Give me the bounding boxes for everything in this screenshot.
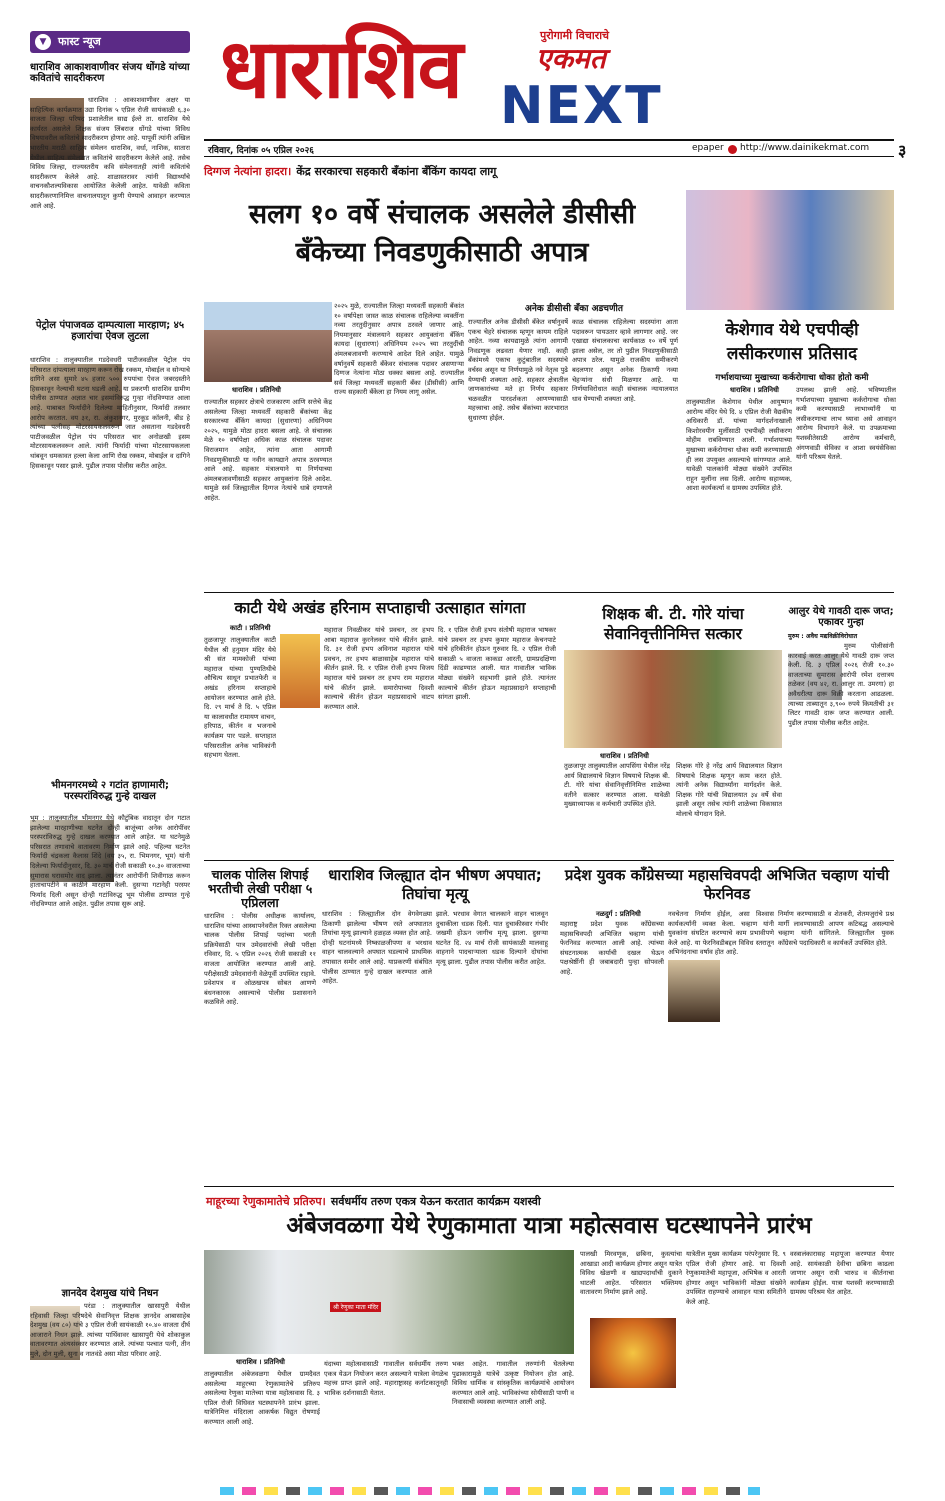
article-body: दि. १ एप्रिल रोजी हभप संतोषी महाराज भाषकर यांचे प्रवचन तर हभप कुमार महाराज केचनपाटे यांचे हरिकीर्तन होऊन गुरुवार दि. २ एप्रिल रोजी सकाळी ५ वाजता काकडा आरती, ग्रामप्रदक्षिणा दिंडी काढण्यात आली. यात गावातील भाविक मोठ्या संख्येने सहभागी झाले होते. त्यानंतर काल्याचे कीर्तन होऊन महाप्रसादाने सप्ताहाची सांगता झाली. bbox=[438, 626, 556, 702]
chevron-down-icon: ▼ bbox=[35, 34, 51, 50]
byline: नळदुर्ग : प्रतिनिधी bbox=[596, 910, 641, 918]
photo-story-subhead: गर्भाशयाच्या मुखाच्या कर्करोगाचा धोका होतो कमी bbox=[715, 373, 869, 383]
article-body: तालुक्यातील अंबेजवळगा येथील ग्रामदैवत असलेल्या माहूरच्या रेणुकामातेचे प्रतिरुप असलेल्या रेणुका मातेच्या यात्रा महोत्सवास दि. ३ एप्रिल रोजी विधिवत घटस्थापनेने प्रारंभ झाला. यात्रेनिमित्त मंदिराला आकर्षक विद्युत रोषणाई करण्यात आली आहे. bbox=[204, 1370, 320, 1426]
strip-text: केंद्र सरकारचा सहकारी बँकांना बँकिंग कायदा लागू bbox=[296, 165, 497, 178]
masthead bbox=[200, 0, 945, 140]
brand-next: NEXT bbox=[500, 76, 663, 136]
registration-bar bbox=[220, 1487, 760, 1495]
epaper-label: epaper bbox=[692, 143, 724, 153]
article-body: काळ संचालक राहिलेल्या सदस्यांना आता पदावरून पायउतार व्हावे लागणार आहे. जर एखाद्या संचालकाचा कार्यकाळ १० वर्षे पूर्ण झाला असेल, तर तो पुढील निवडणुकीसाठी अपात्र ठरेल. यामुळे राजकीय समीकरणे बदलणार असून अनेक ठिकाणी नव्या चेहऱ्यांना संधी मिळणार आहे. या निर्णयाविरोधात काही संचालक न्यायालयात धाव घेण्याची शक्यता आहे. bbox=[572, 318, 678, 403]
vaccination-photo bbox=[686, 190, 894, 310]
article-body: शिक्षक गोरे हे नरेंद्र आर्य विद्यालयात विज्ञान विषयाचे शिक्षक म्हणून काम करत होते. त्यांनी अनेक विद्यार्थ्यांना मार्गदर्शन केले. शिक्षक गोरे यांची विद्यालयात ३४ वर्षे सेवा झाली असून तसेच त्यांनी शाळेच्या विकासात मोलाचे योगदान दिले. bbox=[676, 762, 782, 818]
saint-portrait-photo bbox=[280, 634, 320, 708]
article-body: महाराष्ट्र प्रदेश युवक काँग्रेसच्या महासचिवपदी अभिजित चव्हाण यांची फेरनिवड करण्यात आली आहे. त्यांच्या संघटनात्मक कार्याची दखल घेऊन पक्षश्रेष्ठींनी ही जबाबदारी पुन्हा सोपवली आहे. bbox=[560, 920, 664, 976]
article-body: नवचेतना निर्माण होईल, असा विश्वास कार्यकर्त्यांनी व्यक्त केला. चव्हाण यांनी युवकांना संघटित करण्याचे काम प्रभावीपणे केले आहे. या फेरनिवडीबद्दल विविध स्तरातून अभिनंदनाचा वर्षाव होत आहे. bbox=[668, 910, 774, 957]
section-divider bbox=[204, 860, 894, 861]
masthead-rule bbox=[204, 139, 894, 141]
bank-building-photo bbox=[204, 302, 332, 382]
left-column bbox=[0, 0, 198, 1501]
byline: धाराशिव । प्रतिनिधी bbox=[600, 752, 649, 760]
article-body: यात्रेतील मुख्य कार्यक्रम परंपरेनुसार दि. ९ एप्रिल रोजी होणार आहे. या दिवशी रेणुकामातेची महापूजा, अभिषेक व आरती होणार असून भाविकांनी मोठ्या संख्येने उपस्थित राहण्याचे आवाहन यात्रा समितीने केले आहे. bbox=[686, 1250, 786, 1306]
article-body: धाराशिव : पोलीस अधीक्षक कार्यालय, धाराशिव यांच्या आस्थापनेवरील रिक्त असलेल्या चालक पोलीस शिपाई पदांच्या भरती प्रक्रियेसाठी पात्र उमेदवारांची लेखी परीक्षा रविवार, दि. ५ एप्रिल २०२६ रोजी सकाळी ११ वाजता आयोजित करण्यात आली आहे. परीक्षेसाठी उमेदवारांनी वेळेपूर्वी उपस्थित राहावे. प्रवेशपत्र व ओळखपत्र सोबत आणणे बंधनकारक असल्याचे पोलीस प्रशासनाने कळविले आहे. bbox=[204, 912, 316, 1007]
main-headline: सलग १० वर्षे संचालक असलेले डीसीसी बँकेच्या निवडणुकीसाठी अपात्र bbox=[248, 199, 636, 268]
article-body: धाराशिव : आकाशवाणीवर अक्षर या साहित्यिक कार्यक्रमात उद्या दिनांक ५ एप्रिल रोजी सायंकाळी ६.३० वाजता जिल्हा परिषद प्रशालेतील साद्य ईल्ते ता. धाराशिव येथे कार्यरत असलेले शिक्षक संजय लिंबराज धोंगडे यांच्या विविध विषयावरील कवितांचे सादरीकरण होणार आहे. यापूर्वी त्यांनी अखिल भारतीय मराठी साहित्य संमेलन धाराशिव, वर्धा, नाशिक, सातारा येथील साहित्य संमेलनात कवितांचे सादरीकरण केलेले आहे. तसेच विविध जिल्हा, राज्यस्तरीय कवि संमेलनातही त्यांनी कवितांचे सादरीकरण केलेले आहे. शाळास्तरावर त्यांनी विद्यार्थ्यांचे वाचनकौशल्यविकास आयोजित केलेली आहेत. यावेळी कविता सादरीकरणानिमित्त वाचनालयातून कुणी येण्याचे आवाहन करण्यात आले आहे. bbox=[30, 96, 190, 210]
article-body: तालुक्यातील केशेगाव येथील आयुष्मान आरोग्य मंदिर येथे दि. ४ एप्रिल रोजी वैद्यकीय अधिकारी डॉ. यांच्या मार्गदर्शनाखाली किशोरवयीन मुलींसाठी एचपीव्ही लसीकरण मोहीम राबविण्यात आली. गर्भाशयाच्या मुखाच्या कर्करोगाचा धोका कमी करण्यासाठी ही लस उपयुक्त असल्याचे सांगण्यात आले. यावेळी पालकांनी मोठ्या संख्येने उपस्थित राहून मुलींना लस दिली. आरोग्य सहाय्यक, आशा कार्यकर्त्या व ग्रामस्थ उपस्थित होते. bbox=[686, 398, 792, 493]
accident-headline: धाराशिव जिल्ह्यात दोन भीषण अपघात; तिघांचा मृत्यू bbox=[328, 866, 542, 903]
retirement-headline: शिक्षक बी. टी. गोरे यांचा सेवानिवृत्तीनिमित्त सत्कार bbox=[602, 605, 744, 643]
police-headline: चालक पोलिस शिपाई भरतीची लेखी परीक्षा ५ एप्रिलला bbox=[207, 867, 313, 910]
globe-icon bbox=[728, 145, 737, 154]
article-body: परंडा : तालुक्यातील खासापुरी येथील रहिवासी जिल्हा परिषदेचे सेवानिवृत्त शिक्षक ज्ञानदेव आबासाहेब देशमुख (वय ८०) यांचे ३ एप्रिल रोजी सायंकाळी १०.४० वाजता दीर्घ आजाराने निधन झाले. त्यांच्या पार्थिवावर खासापुरी येथे शोकाकुल वातावरणात अंत्यसंस्कार करण्यात आले. त्यांच्या पश्चात पत्नी, तीन मुले, दोन मुली, सुना व नातवंडे असा मोठा परिवार आहे. bbox=[30, 1302, 190, 1358]
kirtan-headline: काटी येथे अखंड हरिनाम सप्ताहाची उत्साहात सांगता bbox=[234, 599, 526, 617]
article-body: मुरुम पोलीसांनी कारवाई करत आलुर येथे गावठी दारू जप्त केली. दि. ३ एप्रिल २०२६ रोजी १०.३० वाजताच्या सुमारास आरोपी रमेश दत्तात्रय तळेकर (वय ४२, रा. आलुर ता. उमरगा) हा अवैधरीत्या दारू विक्री करताना आढळला. त्याच्या ताब्यातून ३,९०० रुपये किमतीची ३१ लिटर गावठी दारू जप्त करण्यात आली. पुढील तपास पोलीस करीत आहेत. bbox=[788, 642, 894, 727]
article-body: २०२५ मुळे, राज्यातील जिल्हा मध्यवर्ती सहकारी बँकांत १० वर्षापेक्षा जास्त काळ संचालक राहिलेल्या व्यक्तींना नव्या तरतुदीनुसार अपात्र ठरवले जाणार आहे. नियमानुसार मंत्रालयाने सहकार आयुक्तांना बँकिंग कायदा (सुधारणा) अधिनियम २०२५ च्या तरतुदींची अंमलबजावणी करण्याचे आदेश दिले आहेत. यामुळे वर्षानुवर्षे सहकारी बँकेवर संचालक पदावर असणाऱ्या दिग्गज नेत्यांना मोठा धक्का बसला आहे. राज्यातील सर्व जिल्हा मध्यवर्ती सहकारी बँका (डीसीसी) आणि राज्य सहकारी बँकेला हा नियम लागू असेल. bbox=[334, 302, 464, 397]
website-link[interactable]: http://www.dainikekmat.com bbox=[740, 143, 870, 153]
article-body: वस्त्रालंकारासह महापूजा करण्यात येणार आहे. सायंकाळी देवीचा छबिना काढला जाणार असून रात्री भारुड व कीर्तनाचा कार्यक्रम होईल. यात्रा यशस्वी करण्यासाठी ग्रामस्थ परिश्रम घेत आहेत. bbox=[790, 1250, 894, 1297]
headline: ज्ञानदेव देशमुख यांचे निधन bbox=[61, 1288, 159, 1299]
temple-photo bbox=[204, 1250, 574, 1354]
section-divider bbox=[204, 592, 894, 593]
felicitation-photo bbox=[564, 650, 782, 748]
paper-logo: एकमत bbox=[536, 42, 606, 75]
section-divider bbox=[204, 1186, 894, 1187]
byline: काटी । प्रतिनिधी bbox=[230, 624, 271, 632]
article-body: निर्माण करण्यासाठी व शेतकरी, शेतमजुरांचे प्रश्न मार्गी लावण्यासाठी आपण कटिबद्ध असल्याचे चव्हाण यांनी सांगितले. जिल्ह्यातील युवक काँग्रेसचे पदाधिकारी व कार्यकर्ते उपस्थित होते. bbox=[778, 910, 894, 947]
headline: पेट्रोल पंपाजवळ दाम्पत्याला मारहाण; ४५ हजारांचा ऐवज लुटला bbox=[35, 320, 185, 343]
brand-main: धाराशिव bbox=[220, 22, 462, 117]
article-body: उपलब्ध झाली आहे. भविष्यातील गर्भाशयाच्या मुखाच्या कर्करोगाचा धोका कमी करण्यासाठी लाभार्थ्यांनी या लसीकरणाचा लाभ घ्यावा असे आवाहन आरोग्य विभागाने केले. या उपक्रमाच्या यशस्वीतेसाठी आरोग्य कर्मचारी, अंगणवाडी सेविका व आशा स्वयंसेविका यांनी परिश्रम घेतले. bbox=[796, 386, 896, 462]
dateline: रविवार, दिनांक ०५ एप्रिल २०२६ bbox=[208, 146, 314, 156]
byline: धाराशिव । प्रतिनिधी bbox=[730, 386, 779, 394]
headline: धाराशिव आकाशवाणीवर संजय धोंगडे यांच्या कवितांचे सादरीकरण bbox=[30, 62, 190, 85]
article-body: धाराशिव : जिल्ह्यातील दोन वेगवेगळ्या ठिकाणी झालेल्या भीषण रस्ते अपघातात तिघांचा मृत्यू झाल्याने हळहळ व्यक्त होत आहे. दोन्ही घटनांमध्ये निष्काळजीपणा व भरधाव वाहन चालवल्याने अपघात घडल्याचे प्राथमिक तपासात समोर आले आहे. याप्रकरणी संबंधित पोलीस ठाण्यात गुन्हे दाखल करण्यात आले आहेत. bbox=[322, 910, 432, 986]
flash-news-label: फास्ट न्यूज bbox=[58, 35, 101, 48]
tagline: पुरोगामी विचाराचे bbox=[540, 29, 610, 42]
kicker-text: सर्वधर्मीय तरुण एकत्र येऊन करतात कार्यक्रम यशस्वी bbox=[330, 1195, 541, 1208]
headline: भीमनगरमध्ये २ गटांत हाणामारी; परस्परांविरुद्ध गुन्हे दाखल bbox=[51, 780, 169, 803]
bottom-kicker bbox=[206, 1190, 896, 1208]
byline: मुरुम : अवैध मद्यविक्रीविरोधात bbox=[788, 633, 858, 640]
masthead-divider bbox=[204, 156, 894, 157]
temple-sign: श्री रेणुका माता मंदिर bbox=[330, 1302, 381, 1312]
congress-headline: प्रदेश युवक काँग्रेसच्या महासचिवपदी अभिजित चव्हाण यांची फेरनिवड bbox=[564, 866, 890, 903]
photo-story-headline: केशेगाव येथे एचपीव्ही लसीकरणास प्रतिसाद bbox=[725, 320, 859, 364]
flash-news-bar bbox=[30, 31, 190, 53]
bottom-headline: अंबेजवळगा येथे रेणुकामाता यात्रा महोत्सवास घटस्थापनेने प्रारंभ bbox=[286, 1213, 812, 1239]
strip-tag: दिग्गज नेत्यांना हादरा। bbox=[204, 165, 292, 178]
byline: धाराशिव । प्रतिनिधी bbox=[236, 1358, 285, 1366]
article-body: यंदाच्या महोत्सवासाठी गावातील सर्वधर्मीय तरुण एकत्र येऊन नियोजन करत असल्याने यात्रेला वेगळेच महत्त्व प्राप्त झाले आहे. महाराष्ट्रासह कर्नाटकातूनही भाविक दर्शनासाठी येतात. bbox=[324, 1360, 448, 1397]
kicker-tag: माहूरच्या रेणुकामातेचे प्रतिरुप। bbox=[206, 1195, 326, 1208]
goddess-photo bbox=[590, 1318, 676, 1388]
liquor-headline: आलुर येथे गावठी दारू जप्त; एकावर गुन्हा bbox=[788, 606, 894, 629]
article-body: तुळजापूर तालुक्यातील काटी येथील श्री हनुमान मंदिर येथे श्री संत मामकोजी यांच्या महाराज यांच्या पुण्यतिथीचे औचित्य साधून प्रभातफेरी व अखंड हरिनाम सप्ताहाचे आयोजन करण्यात आले होते. दि. २९ मार्च ते दि. ५ एप्रिल या कालावधीत रामायण वाचन, हरिपाठ, कीर्तन व भजनाचे कार्यक्रम पार पडले. सप्ताहात परिसरातील अनेक भाविकांनी सहभाग घेतला. bbox=[204, 636, 276, 760]
article-body: राज्यातील सहकार क्षेत्राचे राजकारण आणि सत्तेचे केंद्र असलेल्या जिल्हा मध्यवर्ती सहकारी बँकांच्या केंद्र सरकारच्या बँकिंग कायदा (सुधारणा) अधिनियम २०२५, यामुळे मोठा हादरा बसला आहे. जे संचालक मेळे १० वर्षापेक्षा अधिक काळ संचालक पदावर विराजमान आहेत, त्यांना आता आगामी निवडणुकीसाठी या नवीन कायद्याने अपात्र ठरवण्यात आले आहे. सहकार मंत्रालयाने या निर्णयाच्या अंमलबजावणीसाठी सहकार आयुक्तांना दिले आदेश. यामुळे सर्व जिल्ह्यातील दिग्गज नेत्यांचे धाबे दणाणले आहेत. bbox=[204, 398, 332, 502]
page-number: ३ bbox=[898, 141, 907, 160]
article-body: तुळजापूर तालुक्यातील आपसिंगा येथील नरेंद्र आर्य विद्यालयाचे विज्ञान विषयाचे शिक्षक बी. टी. गोरे यांचा सेवानिवृत्तीनिमित्त शाळेच्या वतीने सत्कार करण्यात आला. यावेळी मुख्याध्यापक व कर्मचारी उपस्थित होते. bbox=[564, 762, 670, 809]
article-body: झाले. भरधाव वेगात चालकाने वाहन चालवून दुचाकीला धडक दिली. यात दुचाकीस्वार गंभीर जखमी होऊन जागीच मृत्यू झाला. दुसऱ्या घटनेत दि. २४ मार्च रोजी सायंकाळी मालवाहू वाहनाने पादचाऱ्याला धडक दिल्याने दोघांचा मृत्यू झाला. पुढील तपास पोलीस करीत आहेत. bbox=[436, 910, 548, 966]
byline: धाराशिव । प्रतिनिधी bbox=[232, 386, 281, 394]
article-body: पालखी मिरवणूक, छबिना, कुस्त्यांचा आखाडा आदी कार्यक्रम होणार असून यात्रेत विविध खेळणी व खाद्यपदार्थांची दुकाने थाटली आहेत. परिसरात भक्तिमय वातावरण निर्माण झाले आहे. bbox=[580, 1250, 682, 1297]
article-body: राज्यातील अनेक डीसीसी बँकेत वर्षानुवर्षे एकच चेहरे संचालक म्हणून कायम राहिले आहेत. नव्या कायद्यामुळे त्यांना आगामी निवडणूक लढवता येणार नाही. काही बँकांमध्ये एकाच कुटुंबातील सदस्यांचे वर्चस्व असून या निर्णयामुळे नवे नेतृत्व पुढे येण्याची शक्यता आहे. सहकार क्षेत्रातील जाणकारांच्या मते हा निर्णय सहकार चळवळीत पारदर्शकता आणण्यासाठी महत्त्वाचा आहे. तसेच बँकांच्या कारभारात सुधारणा होईल. bbox=[468, 318, 568, 422]
article-body: भूम : तालुक्यातील भीमनगर येथे कौटुंबिक वादातून दोन गटात झालेल्या मारहाणीच्या घटनेत दोन्ही बाजूंच्या अनेक आरोपींवर परस्परांविरुद्ध गुन्हे दाखल करण्यात आले आहेत. या घटनेमुळे परिसरात तणावाचे वातावरण निर्माण झाले आहे. पहिल्या घटनेत फिर्यादी चंद्रकला कैलास शिंदे (वय ३५, रा. भिमनगर, भूम) यांनी दिलेल्या फिर्यादीनुसार, दि. ३० मार्च रोजी सकाळी १०.३० वाजताच्या सुमारास घरासमोर वाद झाला. त्यानंतर आरोपींनी शिवीगाळ करून हाताचापटीने व काठीने मारहाण केली. दुसऱ्या गटानेही परस्पर फिर्याद दिली असून दोन्ही गटांविरुद्ध भूम पोलीस ठाण्यात गुन्हे नोंदविण्यात आले आहेत. पुढील तपास सुरू आहे. bbox=[30, 814, 190, 909]
article-body: महाराज निवळीकर यांचे प्रवचन, तर हभप आबा महाराज कुरनेलकर यांचे कीर्तन झाले. दि. ३१ रोजी हभप अविनाश महाराज यांचे प्रवचन, तर हभप बाळासाहेब महाराज यांचे कीर्तन झाले. दि. १ एप्रिल रोजी हभप विजय महाराज यांचे प्रवचन तर हभप राम महाराज यांचे कीर्तन झाले. समारोपाच्या दिवशी काल्याचे कीर्तन होऊन महाप्रसादाचे वाटप करण्यात आले. bbox=[324, 626, 434, 711]
article-body: धाराशिव : तालुक्यातील गडदेवधरी पाटीजवळील पेट्रोल पंप परिसरात दांपत्याला मारहाण करून रोख रक्कम, मोबाईल व सोन्याचे दागिने असा सुमारे ४५ हजार ५०० रुपयांचा ऐवज जबरदस्तीने हिसकावून नेल्याची घटना घडली आहे. या प्रकरणी धाराशिव ग्रामीण पोलीस ठाण्यात अज्ञात चार इसमांविरुद्ध गुन्हा नोंदविण्यात आला आहे. याबाबत फिर्यादीने दिलेल्या माहितीनुसार, फिर्यादी तलवार आरोप करतात. वय ३१, रा. अंकुशनगर, मुरकूड कॉलनी, बीड हे त्यांच्या पत्नीसह मोटरसायकलवरून जात असताना गडदेवधरी पाटीजवळील पेट्रोल पंप परिसरात चार अनोळखी इसम मोटरसायकलवरून आले. त्यांनी फिर्यादी यांच्या मोटरसायकलला थांबवून धमकावत हल्ला केला आणि रोख रक्कम, मोबाईल व दागिने हिसकावून पसार झाले. पुढील तपास पोलीस करीत आहेत. bbox=[30, 356, 190, 470]
red-strip bbox=[204, 160, 678, 178]
article-body: भक्त आहेत. गावातील तरुणांनी घेतलेल्या पुढाकारामुळे यात्रेचे उत्कृष्ट नियोजन होत आहे. विविध धार्मिक व सांस्कृतिक कार्यक्रमांचे आयोजन करण्यात आले आहे. भाविकांच्या सोयीसाठी पाणी व निवासाची व्यवस्था करण्यात आली आहे. bbox=[452, 1360, 574, 1407]
subheadline: अनेक डीसीसी बँका अडचणीत bbox=[525, 304, 623, 314]
